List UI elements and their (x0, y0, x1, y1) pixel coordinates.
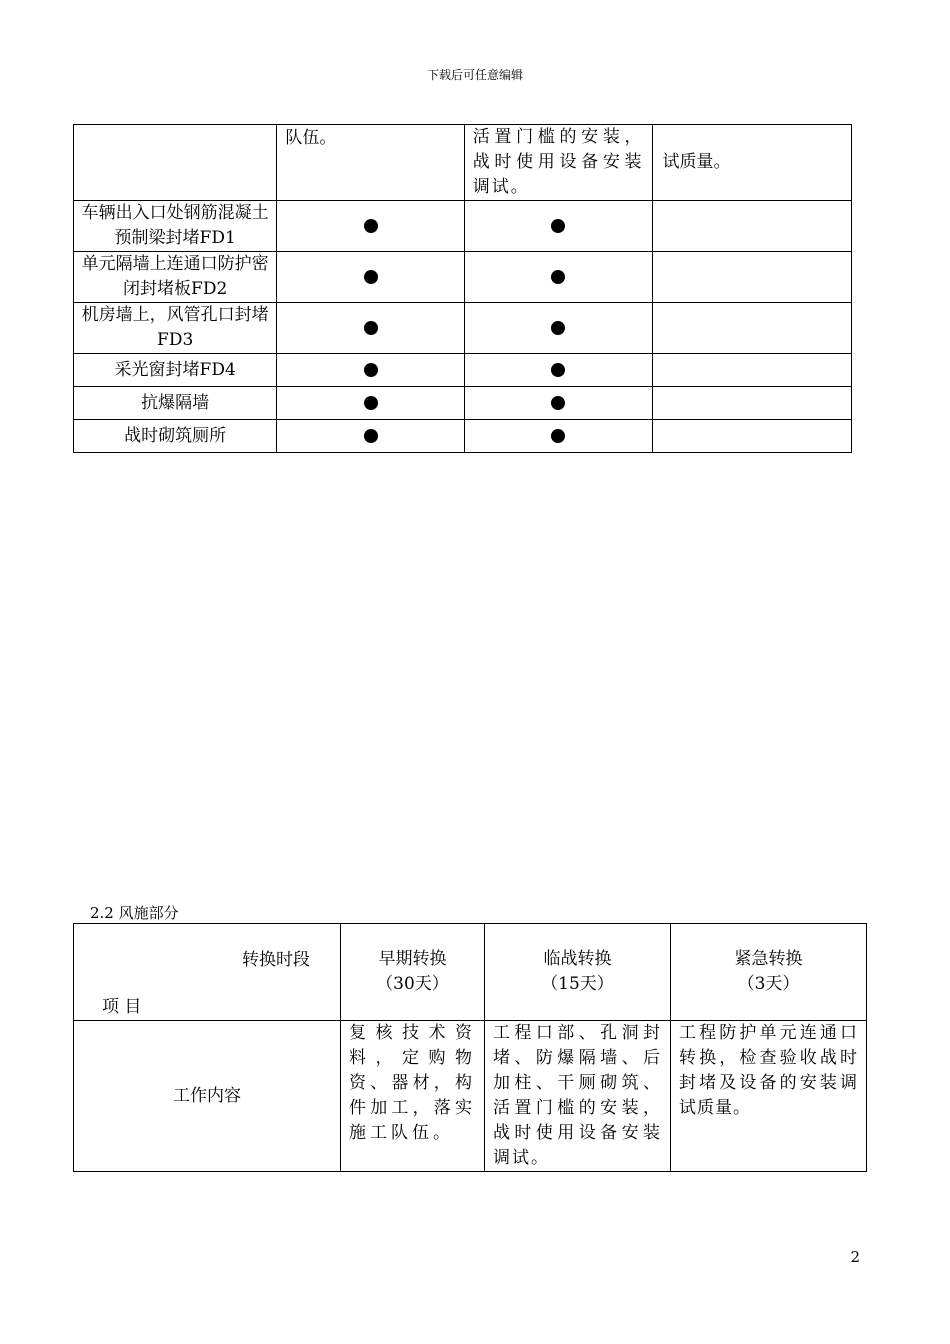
filled-circle-icon (551, 429, 565, 443)
ventilation-conversion-table (73, 923, 867, 1172)
table-header-row (74, 924, 867, 1021)
row-label: 工作内容 (74, 1021, 341, 1172)
table-row (74, 252, 852, 303)
filled-circle-icon (551, 396, 565, 410)
page-header: 下载后可任意编辑 (426, 68, 523, 82)
filled-circle-icon (551, 321, 565, 335)
corner-header (74, 924, 341, 1021)
column-duration: （15天） (541, 974, 614, 994)
column-title: 早期转换 (378, 949, 447, 969)
row-label: 抗爆隔墙 (74, 387, 277, 420)
row-label: 车辆出入口处钢筋混凝土预制梁封堵FD1 (74, 201, 277, 252)
table-cell: 活置门槛的安装，战时使用设备安装调试。 (464, 125, 652, 201)
table-row (74, 354, 852, 387)
filled-circle-icon (364, 270, 378, 284)
table-cell (464, 354, 652, 387)
table-cell (74, 125, 277, 201)
column-header (485, 924, 671, 1021)
corner-header-top: 转换时段 (242, 950, 310, 970)
table-cell (464, 201, 652, 252)
table-cell (277, 420, 464, 453)
column-duration: （30天） (376, 974, 449, 994)
row-label: 机房墙上，风管孔口封堵FD3 (74, 303, 277, 354)
table-cell (277, 387, 464, 420)
table-cell (652, 354, 852, 387)
table-row (74, 387, 852, 420)
table-cell (277, 201, 464, 252)
row-label: 战时砌筑厕所 (74, 420, 277, 453)
filled-circle-icon (551, 219, 565, 233)
table-cell (652, 387, 852, 420)
table-cell (464, 387, 652, 420)
corner-header-bottom: 项 目 (102, 997, 142, 1017)
table-row (74, 201, 852, 252)
column-header (671, 924, 867, 1021)
table-cell (277, 303, 464, 354)
page-number: 2 (850, 1248, 860, 1266)
row-label: 采光窗封堵FD4 (74, 354, 277, 387)
filled-circle-icon (364, 429, 378, 443)
table-cell (652, 420, 852, 453)
table-row (74, 420, 852, 453)
filled-circle-icon (364, 321, 378, 335)
table-cell: 复核技术资料，定购物资、器材，构件加工，落实施工队伍。 (341, 1021, 485, 1172)
column-header (341, 924, 485, 1021)
table-cell: 工程口部、孔洞封堵、防爆隔墙、后加柱、干厕砌筑、活置门槛的安装，战时使用设备安装调试。 (485, 1021, 671, 1172)
table-cell: 队伍。 (277, 125, 464, 201)
table-cell (464, 420, 652, 453)
section-title: 2.2 风施部分 (90, 904, 179, 922)
table-cell (652, 303, 852, 354)
table-row (74, 1021, 867, 1172)
table-cell (464, 303, 652, 354)
table-row (74, 125, 852, 201)
table-cell: 工程防护单元连通口转换，检查验收战时封堵及设备的安装调试质量。 (671, 1021, 867, 1172)
column-title: 临战转换 (543, 949, 612, 969)
column-duration: （3天） (737, 974, 800, 994)
table-cell (277, 252, 464, 303)
filled-circle-icon (551, 363, 565, 377)
filled-circle-icon (551, 270, 565, 284)
filled-circle-icon (364, 363, 378, 377)
table-cell (464, 252, 652, 303)
filled-circle-icon (364, 396, 378, 410)
column-title: 紧急转换 (734, 949, 803, 969)
table-cell (652, 252, 852, 303)
table-row (74, 303, 852, 354)
table-cell (652, 201, 852, 252)
filled-circle-icon (364, 219, 378, 233)
conversion-table-continued (73, 124, 852, 453)
row-label: 单元隔墙上连通口防护密闭封堵板FD2 (74, 252, 277, 303)
table-cell: 试质量。 (652, 125, 852, 201)
table-cell (277, 354, 464, 387)
